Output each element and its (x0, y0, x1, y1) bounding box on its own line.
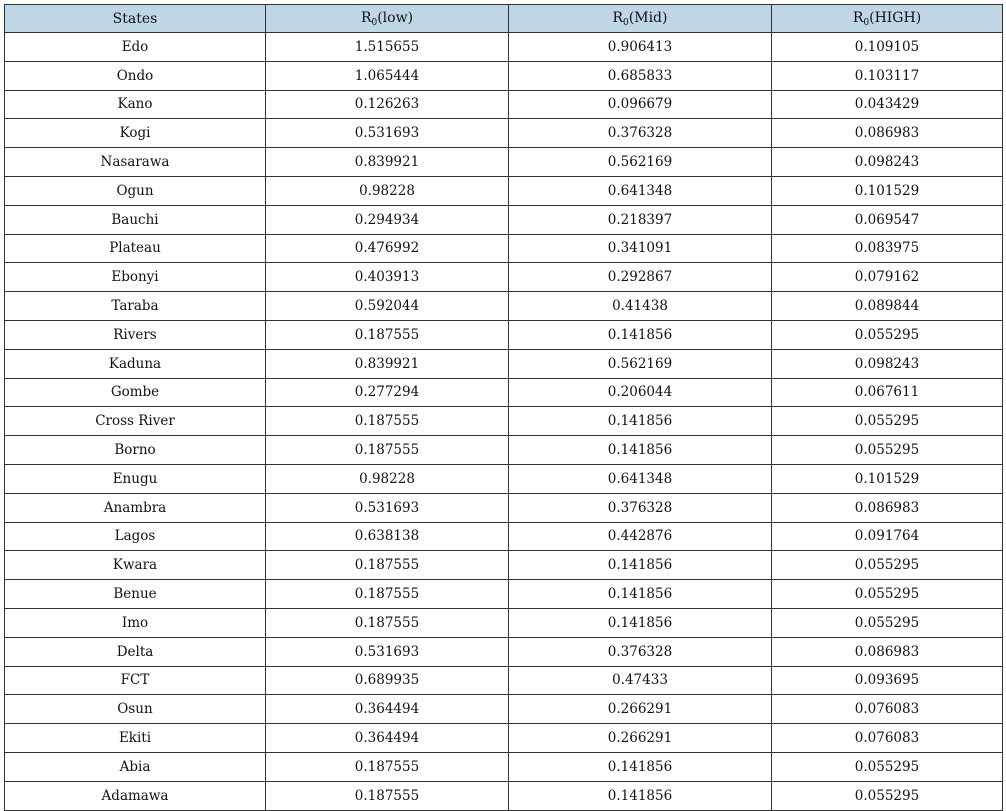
r0-mid-cell: 0.141856 (509, 608, 772, 637)
table-row (5, 464, 1003, 493)
state-cell: Kwara (5, 551, 266, 580)
r0-mid-cell: 0.141856 (509, 580, 772, 609)
table-row (5, 61, 1003, 90)
state-cell: Kaduna (5, 349, 266, 378)
r0-high-cell: 0.055295 (772, 551, 1003, 580)
table-row (5, 407, 1003, 436)
r0-high-cell: 0.086983 (772, 493, 1003, 522)
table-row (5, 148, 1003, 177)
table-row (5, 292, 1003, 321)
r0-low-cell: 0.364494 (266, 724, 509, 753)
r0-low-cell: 0.187555 (266, 580, 509, 609)
r0-high-cell: 0.069547 (772, 205, 1003, 234)
state-cell: Ogun (5, 176, 266, 205)
table-row (5, 33, 1003, 62)
r0-high-cell: 0.109105 (772, 33, 1003, 62)
state-cell: Kano (5, 90, 266, 119)
r0-high-cell: 0.091764 (772, 522, 1003, 551)
r0-table (4, 4, 1003, 811)
table-row (5, 176, 1003, 205)
table-row (5, 263, 1003, 292)
state-cell: Anambra (5, 493, 266, 522)
column-header-r0-high (772, 5, 1003, 33)
state-cell: Borno (5, 436, 266, 465)
column-header-states-label: States (112, 10, 158, 27)
table-row (5, 724, 1003, 753)
state-cell: Plateau (5, 234, 266, 263)
r0-mid-cell: 0.562169 (509, 148, 772, 177)
r0-mid-cell: 0.41438 (509, 292, 772, 321)
r0-mid-cell: 0.141856 (509, 752, 772, 781)
table-row (5, 695, 1003, 724)
r0-mid-cell: 0.141856 (509, 781, 772, 810)
state-cell: Gombe (5, 378, 266, 407)
r0-low-cell: 0.531693 (266, 493, 509, 522)
r0-high-cell: 0.098243 (772, 148, 1003, 177)
r0-mid-cell: 0.641348 (509, 176, 772, 205)
header-row (5, 5, 1003, 33)
r0-high-cell: 0.083975 (772, 234, 1003, 263)
r0-high-cell: 0.101529 (772, 176, 1003, 205)
r0-low-cell: 0.126263 (266, 90, 509, 119)
r0-mid-cell: 0.206044 (509, 378, 772, 407)
r0-high-cell: 0.101529 (772, 464, 1003, 493)
column-header-r0-low (266, 5, 509, 33)
state-cell: Nasarawa (5, 148, 266, 177)
r0-low-cell: 0.531693 (266, 637, 509, 666)
r0-mid-subscript: 0 (623, 17, 629, 28)
r0-low-cell: 0.187555 (266, 608, 509, 637)
r0-mid-cell: 0.096679 (509, 90, 772, 119)
r0-low-cell: 0.839921 (266, 148, 509, 177)
r0-low-cell: 0.638138 (266, 522, 509, 551)
r0-low-cell: 0.476992 (266, 234, 509, 263)
r0-high-cell: 0.055295 (772, 407, 1003, 436)
r0-high-cell: 0.055295 (772, 580, 1003, 609)
state-cell: Kogi (5, 119, 266, 148)
state-cell: FCT (5, 666, 266, 695)
r0-low-subscript: 0 (371, 17, 378, 28)
r0-low-cell: 0.187555 (266, 551, 509, 580)
r0-mid-cell: 0.562169 (509, 349, 772, 378)
state-cell: Adamawa (5, 781, 266, 810)
r0-low-cell: 0.531693 (266, 119, 509, 148)
table-row (5, 493, 1003, 522)
state-cell: Bauchi (5, 205, 266, 234)
r0-high-cell: 0.079162 (772, 263, 1003, 292)
table-row (5, 349, 1003, 378)
state-cell: Cross River (5, 407, 266, 436)
r0-low-cell: 0.98228 (266, 464, 509, 493)
r0-mid-cell: 0.141856 (509, 551, 772, 580)
r0-high-subscript: 0 (863, 17, 870, 28)
r0-high-cell: 0.055295 (772, 608, 1003, 637)
table-row (5, 90, 1003, 119)
r0-mid-suffix: (Mid) (628, 9, 668, 26)
r0-high-suffix: (HIGH) (869, 9, 922, 26)
r0-high-cell: 0.076083 (772, 695, 1003, 724)
r0-mid-cell: 0.292867 (509, 263, 772, 292)
state-cell: Taraba (5, 292, 266, 321)
r0-high-cell: 0.055295 (772, 781, 1003, 810)
r0-high-cell: 0.043429 (772, 90, 1003, 119)
state-cell: Abia (5, 752, 266, 781)
table-row (5, 637, 1003, 666)
r0-low-cell: 0.364494 (266, 695, 509, 724)
r0-mid-cell: 0.47433 (509, 666, 772, 695)
table-row (5, 551, 1003, 580)
table-row (5, 320, 1003, 349)
r0-high-cell: 0.093695 (772, 666, 1003, 695)
table-header (5, 5, 1003, 33)
table-row (5, 378, 1003, 407)
r0-mid-cell: 0.341091 (509, 234, 772, 263)
state-cell: Enugu (5, 464, 266, 493)
r0-mid-cell: 0.442876 (509, 522, 772, 551)
column-header-states (5, 5, 266, 33)
r0-low-cell: 0.403913 (266, 263, 509, 292)
table-row (5, 608, 1003, 637)
r0-mid-cell: 0.376328 (509, 119, 772, 148)
state-cell: Imo (5, 608, 266, 637)
r0-low-cell: 1.515655 (266, 33, 509, 62)
table-row (5, 522, 1003, 551)
state-cell: Rivers (5, 320, 266, 349)
r0-high-cell: 0.055295 (772, 320, 1003, 349)
state-cell: Osun (5, 695, 266, 724)
state-cell: Delta (5, 637, 266, 666)
r0-low-suffix: (low) (377, 9, 414, 26)
r0-low-cell: 1.065444 (266, 61, 509, 90)
r0-mid-cell: 0.141856 (509, 320, 772, 349)
r0-low-symbol: R (360, 9, 372, 26)
table-row (5, 205, 1003, 234)
r0-high-cell: 0.086983 (772, 637, 1003, 666)
r0-mid-cell: 0.685833 (509, 61, 772, 90)
r0-low-cell: 0.592044 (266, 292, 509, 321)
state-cell: Ebonyi (5, 263, 266, 292)
r0-low-cell: 0.839921 (266, 349, 509, 378)
r0-mid-cell: 0.906413 (509, 33, 772, 62)
r0-mid-cell: 0.141856 (509, 407, 772, 436)
r0-low-cell: 0.294934 (266, 205, 509, 234)
r0-high-cell: 0.098243 (772, 349, 1003, 378)
r0-mid-cell: 0.641348 (509, 464, 772, 493)
r0-mid-symbol: R (612, 9, 624, 26)
table-body (5, 33, 1003, 811)
r0-high-cell: 0.055295 (772, 436, 1003, 465)
table-row (5, 781, 1003, 810)
r0-mid-cell: 0.141856 (509, 436, 772, 465)
table-row (5, 119, 1003, 148)
r0-low-cell: 0.98228 (266, 176, 509, 205)
state-cell: Ekiti (5, 724, 266, 753)
r0-low-cell: 0.187555 (266, 781, 509, 810)
r0-mid-cell: 0.266291 (509, 695, 772, 724)
r0-low-cell: 0.187555 (266, 407, 509, 436)
r0-high-cell: 0.055295 (772, 752, 1003, 781)
table-row (5, 666, 1003, 695)
r0-mid-cell: 0.376328 (509, 637, 772, 666)
state-cell: Lagos (5, 522, 266, 551)
table-row (5, 234, 1003, 263)
r0-low-cell: 0.277294 (266, 378, 509, 407)
state-cell: Ondo (5, 61, 266, 90)
r0-mid-cell: 0.218397 (509, 205, 772, 234)
table-row (5, 580, 1003, 609)
r0-low-cell: 0.689935 (266, 666, 509, 695)
state-cell: Benue (5, 580, 266, 609)
r0-high-cell: 0.103117 (772, 61, 1003, 90)
r0-high-cell: 0.076083 (772, 724, 1003, 753)
table-row (5, 436, 1003, 465)
column-header-r0-mid (509, 5, 772, 33)
state-cell: Edo (5, 33, 266, 62)
r0-high-cell: 0.067611 (772, 378, 1003, 407)
r0-low-cell: 0.187555 (266, 320, 509, 349)
r0-high-symbol: R (852, 9, 864, 26)
r0-high-cell: 0.089844 (772, 292, 1003, 321)
r0-mid-cell: 0.376328 (509, 493, 772, 522)
r0-low-cell: 0.187555 (266, 752, 509, 781)
r0-high-cell: 0.086983 (772, 119, 1003, 148)
table-row (5, 752, 1003, 781)
r0-mid-cell: 0.266291 (509, 724, 772, 753)
r0-low-cell: 0.187555 (266, 436, 509, 465)
